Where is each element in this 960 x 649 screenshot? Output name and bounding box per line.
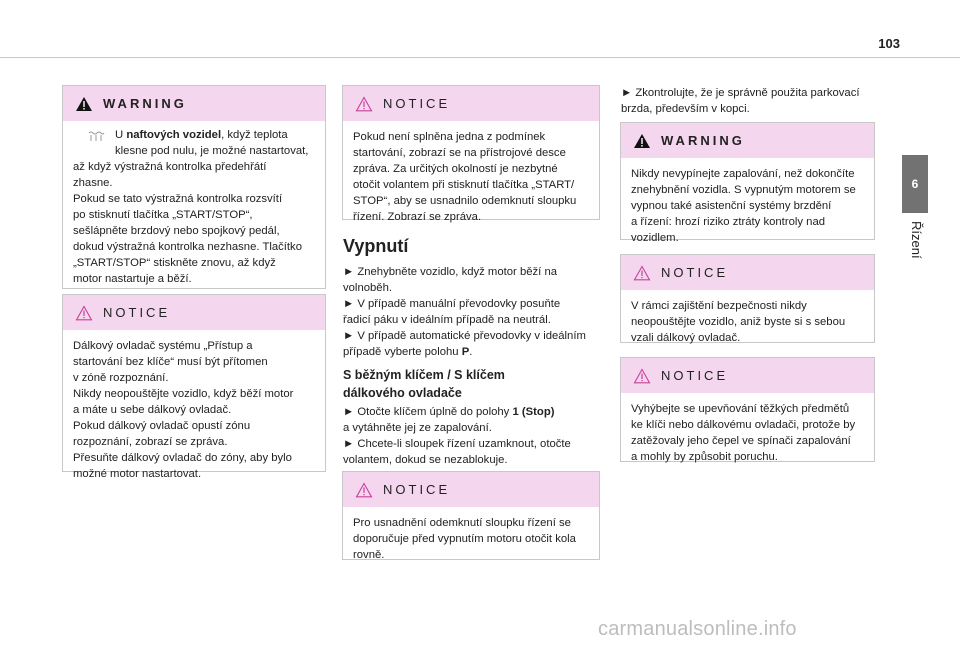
text-line: ► V případě manuální převodovky posuňte — [343, 298, 561, 310]
text-line: vypnou také asistenční systémy brzdění — [631, 200, 832, 212]
notice-body — [343, 507, 599, 563]
text-line: neopouštějte vozidlo, aniž byste si s sebou — [631, 316, 846, 328]
text-line: startování, zobrazí se na přístrojové desce — [353, 147, 566, 159]
warning-body — [63, 121, 325, 287]
warning-box-ignition — [620, 122, 875, 244]
text-line: brzda, především v kopci. — [621, 103, 750, 115]
text-line: Pro usnadnění odemknutí sloupku řízení se — [353, 517, 571, 529]
notice-title: NOTICE — [383, 96, 451, 111]
text-line: Nikdy neopouštějte vozidlo, když běží motor — [73, 388, 294, 400]
section-heading-vypnuti: Vypnutí — [343, 236, 409, 256]
notice-body — [621, 290, 874, 346]
warning-header — [621, 123, 874, 158]
text-line: rozpoznání, zobrazí se zpráva. — [73, 436, 228, 448]
text-line: Pokud dálkový ovladač opustí zónu — [73, 420, 251, 432]
notice-title: NOTICE — [383, 482, 451, 497]
subheading-line: dálkového ovladače — [343, 386, 462, 400]
warning-triangle-outline-icon — [633, 265, 651, 281]
shutdown-steps — [343, 264, 603, 360]
text-line: řízení. Zobrazí se zpráva. — [353, 211, 482, 223]
text-line: ke klíči nebo dálkovému ovladači, protože by — [631, 419, 856, 431]
warning-title: WARNING — [103, 96, 187, 111]
notice-box-heavy-objects — [620, 357, 875, 462]
text-line: vzali dálkový ovladač. — [631, 332, 741, 344]
watermark: carmanualsonline.info — [598, 618, 797, 640]
text-line: zpráva. Za určitých okolností je nezbytné — [353, 163, 558, 175]
text-line: Pokud se tato výstražná kontrolka rozsvítí — [73, 193, 283, 205]
warning-triangle-outline-icon — [355, 482, 373, 498]
notice-header — [343, 86, 599, 121]
notice-box-remote — [620, 254, 875, 343]
text-line: ► Zkontrolujte, že je správně použita parkovací — [621, 87, 860, 99]
warning-triangle-outline-icon — [633, 368, 651, 384]
text-line: rovně. — [353, 549, 385, 561]
key-steps — [343, 404, 603, 468]
text-line: sešlápněte brzdový nebo spojkový pedál, — [73, 225, 280, 237]
text-line: Nikdy nevypínejte zapalování, než dokončíte — [631, 168, 855, 180]
text-line: a řízení: hrozí riziko ztráty kontroly nad — [631, 216, 826, 228]
notice-body — [343, 121, 599, 225]
text-line: STOP“, aby se usnadnilo odemknutí sloupku — [353, 195, 577, 207]
text-line: a máte u sebe dálkový ovladač. — [73, 404, 232, 416]
text-line: „START/STOP“ stiskněte znovu, až když — [73, 257, 276, 269]
parking-brake-step — [621, 85, 883, 117]
text-line: po stisknutí tlačítka „START/STOP“, — [73, 209, 253, 221]
warning-body — [621, 158, 874, 246]
warning-box-diesel — [62, 85, 326, 289]
text-line: až když výstražná kontrolka předehřátí — [73, 161, 267, 173]
text-line: ► Chcete-li sloupek řízení uzamknout, otočte — [343, 438, 571, 450]
text-line: V rámci zajištění bezpečnosti nikdy — [631, 300, 807, 312]
notice-header — [621, 255, 874, 290]
chapter-label-wrap — [902, 221, 928, 301]
subheading-line: S běžným klíčem / S klíčem — [343, 368, 505, 382]
text-line: možné motor nastartovat. — [73, 468, 202, 480]
notice-title: NOTICE — [661, 368, 729, 383]
warning-triangle-filled-icon — [633, 133, 651, 149]
notice-box-keyless — [62, 294, 326, 480]
text-line: případě vyberte polohu P. — [343, 346, 473, 358]
text-line: ► Znehybněte vozidlo, když motor běží na — [343, 266, 558, 278]
notice-body — [621, 393, 874, 465]
text-line: motor nastartuje a běží. — [73, 273, 192, 285]
chapter-tab[interactable] — [902, 155, 928, 259]
text-line: zatěžovaly jeho čepel ve spínači zapalování — [631, 435, 851, 447]
glow-plug-icon — [87, 130, 105, 142]
notice-box-steering-lock — [342, 471, 600, 560]
text-line: U naftových vozidel, když teplota — [115, 129, 288, 141]
text-line: Vyhýbejte se upevňování těžkých předmětů — [631, 403, 850, 415]
warning-triangle-outline-icon — [355, 96, 373, 112]
text-line: dokud výstražná kontrolka nezhasne. Tlačítko — [73, 241, 302, 253]
text-line: Pokud není splněna jedna z podmínek — [353, 131, 546, 143]
page-number: 103 — [878, 36, 900, 51]
text-line: zhasne. — [73, 177, 113, 189]
warning-triangle-filled-icon — [75, 96, 93, 112]
text-line: otočit volantem při stisknutí tlačítka „START/ — [353, 179, 575, 191]
notice-header — [63, 295, 325, 330]
warning-header — [63, 86, 325, 121]
chapter-label: Řízení — [909, 221, 924, 259]
text-line: startování bez klíče“ musí být přítomen — [73, 356, 268, 368]
text-line: doporučuje před vypnutím motoru otočit kola — [353, 533, 576, 545]
top-divider — [0, 57, 960, 58]
text-line: ► V případě automatické převodovky v ideálním — [343, 330, 586, 342]
text-line: Dálkový ovladač systému „Přístup a — [73, 340, 253, 352]
text-line: Přesuňte dálkový ovladač do zóny, aby bylo — [73, 452, 292, 464]
subsection-heading-key — [343, 366, 505, 402]
notice-title: NOTICE — [103, 305, 171, 320]
notice-title: NOTICE — [661, 265, 729, 280]
notice-body — [63, 330, 325, 482]
notice-box-start-conditions — [342, 85, 600, 223]
text-line: volantem, dokud se nezablokuje. — [343, 454, 508, 466]
text-line: ► Otočte klíčem úplně do polohy 1 (Stop) — [343, 406, 555, 418]
warning-triangle-outline-icon — [75, 305, 93, 321]
text-line: klesne pod nulu, je možné nastartovat, — [115, 145, 309, 157]
text-line: v zóně rozpoznání. — [73, 372, 169, 384]
text-line: znehybnění vozidla. S vypnutým motorem se — [631, 184, 856, 196]
chapter-number: 6 — [902, 155, 928, 213]
notice-header — [621, 358, 874, 393]
notice-header — [343, 472, 599, 507]
text-line: vozidlem. — [631, 232, 679, 244]
text-line: volnoběh. — [343, 282, 392, 294]
text-line: a vytáhněte jej ze zapalování. — [343, 422, 492, 434]
warning-title: WARNING — [661, 133, 745, 148]
text-line: a mohly by způsobit poruchu. — [631, 451, 778, 463]
text-line: řadicí páku v ideálním případě na neutrál. — [343, 314, 551, 326]
